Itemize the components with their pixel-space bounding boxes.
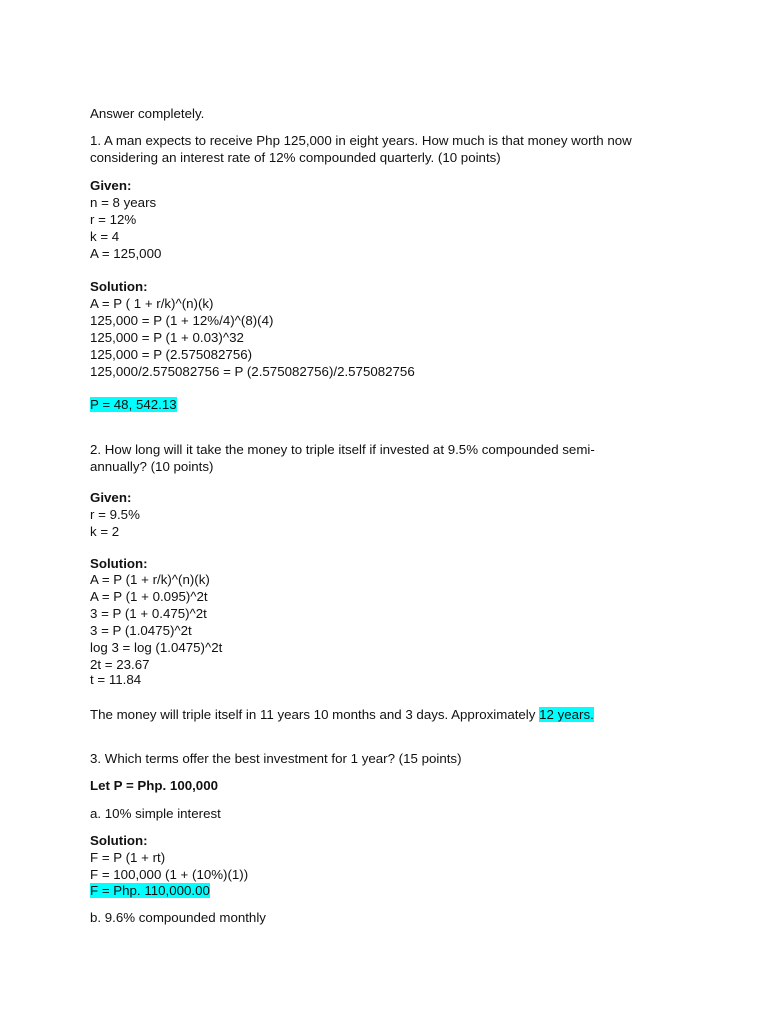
q2-solution-step: 3 = P (1.0475)^2t <box>90 623 192 638</box>
q2-solution-step: A = P (1 + 0.095)^2t <box>90 589 208 604</box>
q2-given-item: r = 9.5% <box>90 507 140 522</box>
q2-solution-step: log 3 = log (1.0475)^2t <box>90 640 223 655</box>
q1-solution-step: A = P ( 1 + r/k)^(n)(k) <box>90 296 214 311</box>
q2-solution-label: Solution: <box>90 556 148 571</box>
q2-conclusion-highlight: 12 years. <box>539 707 594 722</box>
q2-solution-step: A = P (1 + r/k)^(n)(k) <box>90 572 210 587</box>
q1-answer-highlight: P = 48, 542.13 <box>90 397 177 412</box>
intro-text: Answer completely. <box>90 106 205 121</box>
q1-given-item: n = 8 years <box>90 195 157 210</box>
q2-solution-step: 2t = 23.67 <box>90 657 150 672</box>
q2-solution-step: t = 11.84 <box>90 672 142 687</box>
q2-given-item: k = 2 <box>90 524 120 539</box>
q2-conclusion-text: The money will triple itself in 11 years 10 months and 3 days. Approximately <box>90 707 540 722</box>
q2-conclusion <box>90 706 594 723</box>
q1-solution-step: 125,000 = P (1 + 12%/4)^(8)(4) <box>90 313 274 328</box>
q3-solution-step: F = P (1 + rt) <box>90 850 166 865</box>
q3-question: 3. Which terms offer the best investment for 1 year? (15 points) <box>90 751 462 766</box>
q2-question-line2: annually? (10 points) <box>90 459 214 474</box>
q1-question-line1: 1. A man expects to receive Php 125,000 in eight years. How much is that money worth now <box>90 133 632 148</box>
q1-solution-label: Solution: <box>90 279 148 294</box>
q1-given-item: A = 125,000 <box>90 246 162 261</box>
q1-given-item: k = 4 <box>90 229 120 244</box>
q2-solution-step: 3 = P (1 + 0.475)^2t <box>90 606 207 621</box>
q1-given-label: Given: <box>90 178 132 193</box>
q3-option-b: b. 9.6% compounded monthly <box>90 910 266 925</box>
q3-option-a: a. 10% simple interest <box>90 806 221 821</box>
q3-let-p: Let P = Php. 100,000 <box>90 778 218 793</box>
q3-solution-label: Solution: <box>90 833 148 848</box>
q2-question-line1: 2. How long will it take the money to triple itself if invested at 9.5% compounded semi- <box>90 442 595 457</box>
q1-given-item: r = 12% <box>90 212 137 227</box>
q3-solution-step: F = 100,000 (1 + (10%)(1)) <box>90 867 249 882</box>
q1-solution-step: 125,000 = P (2.575082756) <box>90 347 253 362</box>
q3-answer-highlight: F = Php. 110,000.00 <box>90 883 210 898</box>
q2-given-label: Given: <box>90 490 132 505</box>
q1-question-line2: considering an interest rate of 12% compounded quarterly. (10 points) <box>90 150 501 165</box>
q1-solution-step: 125,000 = P (1 + 0.03)^32 <box>90 330 244 345</box>
q1-solution-step: 125,000/2.575082756 = P (2.575082756)/2.575082756 <box>90 364 415 379</box>
